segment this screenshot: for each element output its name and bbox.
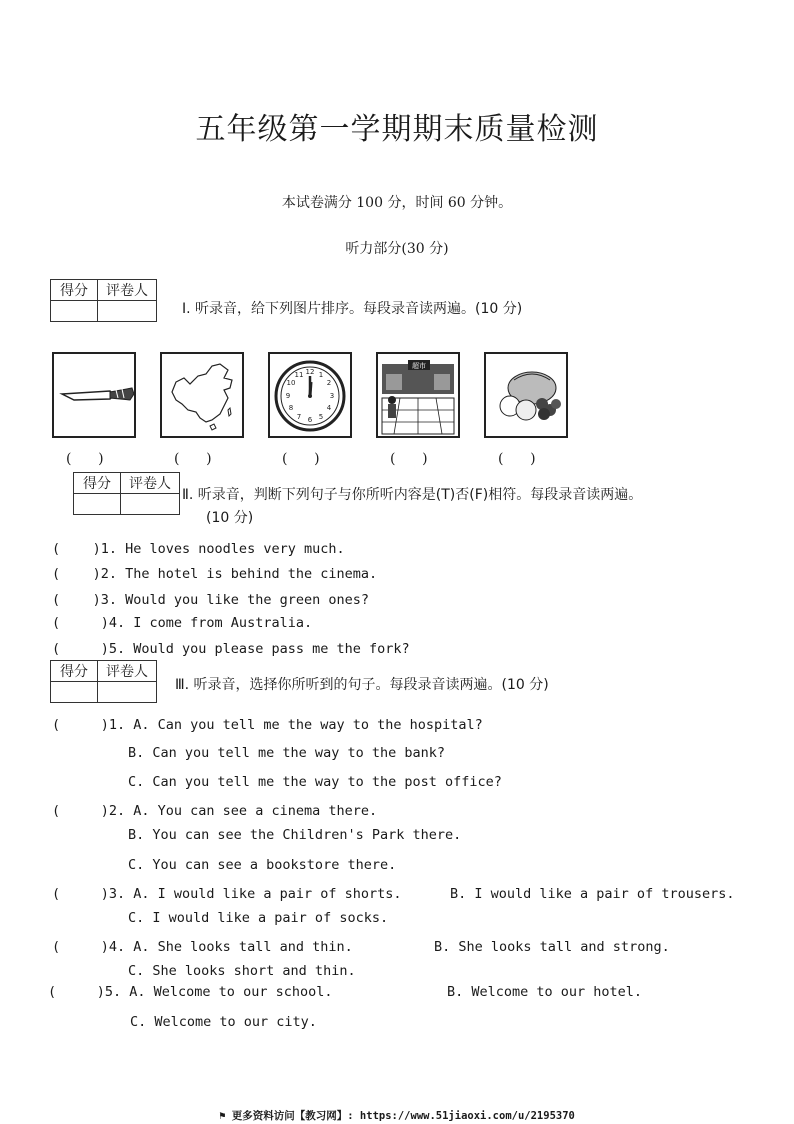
exam-intro: 本试卷满分 100 分，时间 60 分钟。 [281,195,513,211]
page-title: 五年级第一学期期末质量检测 [195,112,599,147]
tf-item-4[interactable]: ( )4. I come from Australia. [52,615,313,631]
supermarket-picture [376,352,460,438]
grader-cell[interactable] [98,301,157,322]
score-cell[interactable] [51,301,98,322]
score-label: 得分 [74,473,121,494]
choice-5-option-b: B. Welcome to our hotel. [447,984,643,1000]
score-cell[interactable] [74,494,121,515]
choice-item-4[interactable]: ( )4. A. She looks tall and thin. [52,939,353,955]
knife-icon [54,354,134,436]
choice-4-option-c: C. She looks short and thin. [128,963,356,979]
china-map-picture [160,352,244,438]
tf-item-5[interactable]: ( )5. Would you please pass me the fork? [52,641,410,657]
knife-picture [52,352,136,438]
choice-item-1[interactable]: ( )1. A. Can you tell me the way to the hospital? [52,717,483,733]
section-1-heading: Ⅰ. 听录音，给下列图片排序。每段录音读两遍。(10 分) [182,301,523,317]
score-box-3 [50,660,157,703]
picture-blank-4[interactable]: ( ) [390,451,428,467]
choice-item-5[interactable]: ( )5. A. Welcome to our school. [48,984,333,1000]
score-cell[interactable] [51,682,98,703]
grader-label: 评卷人 [98,280,157,301]
footer-text: 更多资料访问【教习网】: https://www.51jiaoxi.com/u/2195370 [231,1110,575,1122]
svg-text:6: 6 [307,416,313,424]
flag-icon: ⚑ [219,1110,232,1122]
score-box-2 [73,472,180,515]
score-label: 得分 [51,661,98,682]
svg-text:11: 11 [294,371,304,379]
choice-4-option-b: B. She looks tall and strong. [434,939,670,955]
fruit-icon [486,354,566,436]
picture-blank-3[interactable]: ( ) [282,451,320,467]
choice-item-2[interactable]: ( )2. A. You can see a cinema there. [52,803,378,819]
svg-text:3: 3 [329,392,335,400]
picture-blank-1[interactable]: ( ) [66,451,104,467]
choice-3-option-b: B. I would like a pair of trousers. [450,886,735,902]
tf-item-2[interactable]: ( )2. The hotel is behind the cinema. [52,566,378,582]
section-2-heading-points: (10 分) [206,510,254,526]
section-3-heading: Ⅲ. 听录音，选择你所听到的句子。每段录音读两遍。(10 分) [175,677,549,693]
svg-text:7: 7 [296,413,302,421]
supermarket-icon [378,354,458,436]
grader-cell[interactable] [121,494,180,515]
china-map-icon [162,354,242,436]
svg-text:10: 10 [286,379,296,387]
footer-link[interactable] [0,1108,794,1123]
svg-text:8: 8 [288,404,294,412]
grader-label: 评卷人 [121,473,180,494]
svg-text:1: 1 [318,371,324,379]
score-label: 得分 [51,280,98,301]
svg-text:4: 4 [326,404,332,412]
score-box-1 [50,279,157,322]
grader-label: 评卷人 [98,661,157,682]
section-2-heading: Ⅱ. 听录音，判断下列句子与你所听内容是(T)否(F)相符。每段录音读两遍。 [182,487,643,503]
choice-1-option-b: B. Can you tell me the way to the bank? [128,745,445,761]
choice-1-option-c: C. Can you tell me the way to the post office? [128,774,502,790]
choice-item-3[interactable]: ( )3. A. I would like a pair of shorts. [52,886,402,902]
svg-text:12: 12 [305,368,315,376]
grader-cell[interactable] [98,682,157,703]
svg-text:2: 2 [326,379,332,387]
clock-picture [268,352,352,438]
listening-part-heading: 听力部分(30 分) [345,241,449,257]
svg-text:5: 5 [318,413,324,421]
choice-5-option-c: C. Welcome to our city. [130,1014,317,1030]
choice-3-option-c: C. I would like a pair of socks. [128,910,389,926]
supermarket-sign: 超市 [412,362,426,370]
picture-blank-5[interactable]: ( ) [498,451,536,467]
clock-icon [270,354,350,436]
tf-item-3[interactable]: ( )3. Would you like the green ones? [52,592,369,608]
choice-2-option-c: C. You can see a bookstore there. [128,857,397,873]
tf-item-1[interactable]: ( )1. He loves noodles very much. [52,541,345,557]
choice-2-option-b: B. You can see the Children's Park there. [128,827,462,843]
svg-text:9: 9 [285,392,291,400]
fruit-picture [484,352,568,438]
picture-blank-2[interactable]: ( ) [174,451,212,467]
